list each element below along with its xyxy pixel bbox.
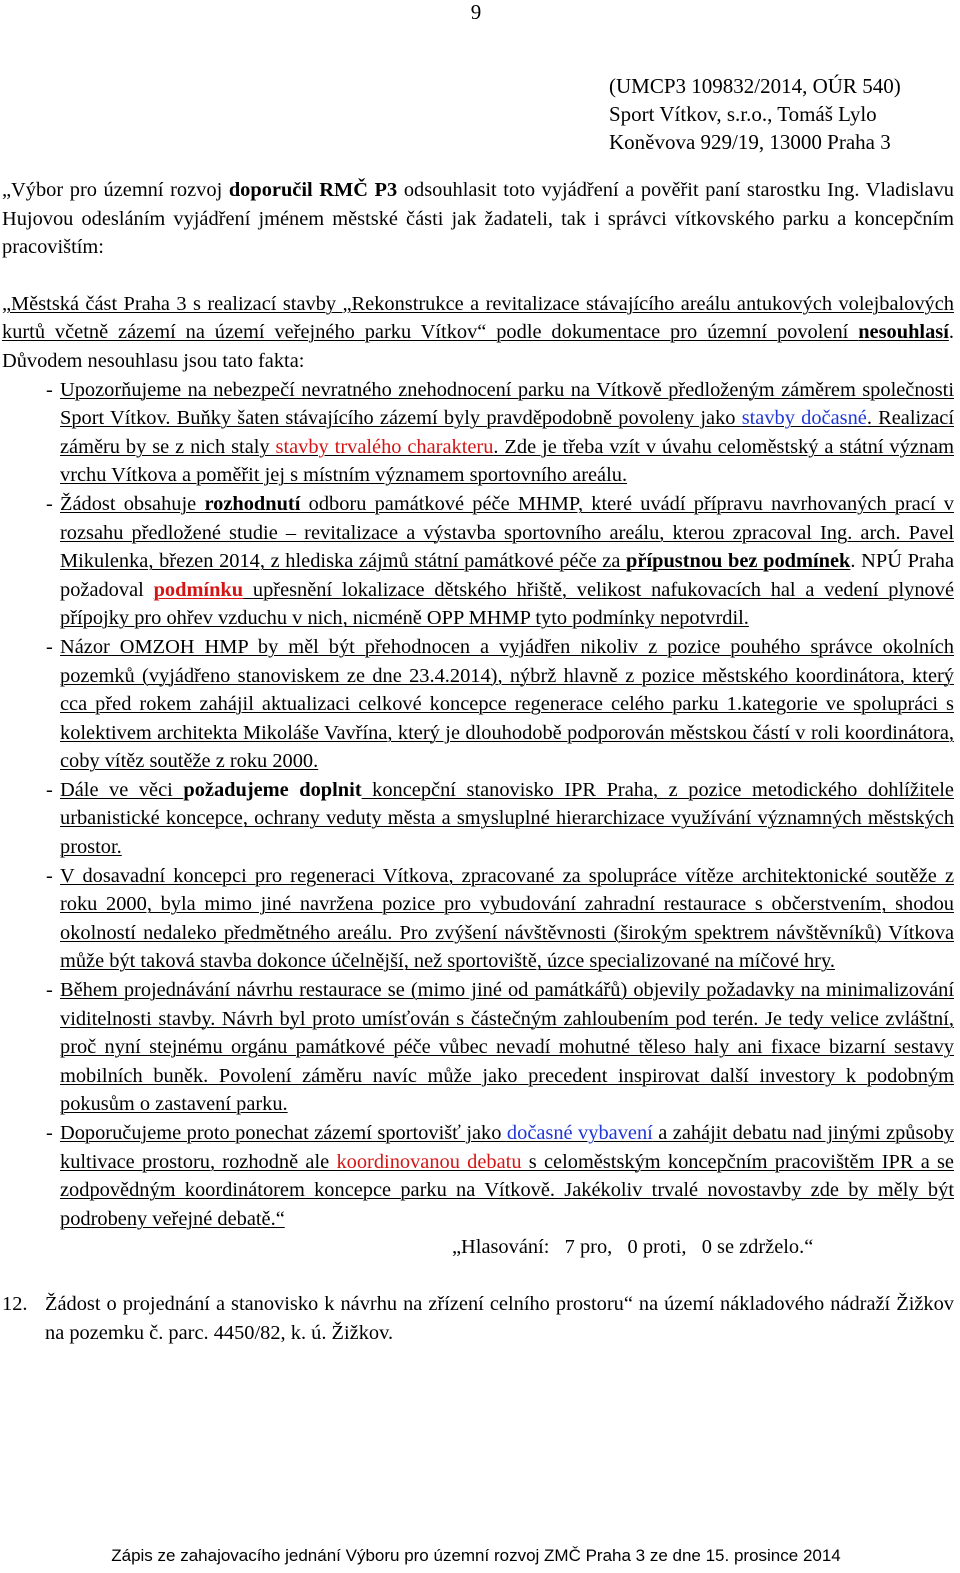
objection-item-7: - Doporučujeme proto ponechat zázemí sportovišť jako dočasné vybavení a zahájit debatu nad jinými způsoby kultivace prostoru, rozhodně ale koordinovanou debatu s celoměstským koncepčním pracovištěm IPR a se zodpovědným koordinátorem koncepce parku na Vítkově. Jakékoliv trvalé novostavby zde by měly být podrobeny veřejné debatě.“ bbox=[2, 1119, 954, 1233]
objection-item-5: - V dosavadní koncepci pro regeneraci Vítkova, zpracované za spolupráce vítěze architektonické soutěže z roku 2000, byla mimo jiné navržena pozice pro vybudování zahradní restaurace s občerstvením, shodou okolností nedaleko předmětného areálu. Pro zvýšení návštěvnosti (širokým spektrem návštěvníků) Vítkova může být taková stavba dokonce účelnější, než sportoviště, úzce specializované na míčové hry. bbox=[2, 862, 954, 976]
dash-bullet: - bbox=[46, 378, 53, 401]
objection-item-6: - Během projednávání návrhu restaurace se (mimo jiné od památkářů) objevily požadavky na minimalizování viditelnosti stavby. Návrh byl proto umísťován s částečným zahloubením pod terén. Je tedy velice zvláštní, proč nyní stejnému orgánu památkové péče vůbec nevadí mohutné těleso haly ani fixace bizarní sestavy mobilních buněk. Povolení záměru navíc může jako precedent inspirovat další investory k podobným pokusům o zastavení parku. bbox=[2, 976, 954, 1119]
reference-block bbox=[609, 72, 954, 156]
dash-bullet: - bbox=[46, 492, 53, 515]
dash-bullet: - bbox=[46, 635, 53, 658]
objection-item-2: - Žádost obsahuje rozhodnutí odboru památkové péče MHMP, které uvádí přípravu navrhovaných prací v rozsahu předložené studie – revitalizace a výstavba sportovního areálu, kterou zpracoval Ing. arch. Pavel Mikulenka, březen 2014, z hlediska zájmů státní památkové péče za přípustnou bez podmínek. NPÚ Praha požadoval podmínku upřesnění lokalizace dětského hřiště, velikost nafukovacích hal a vedení plynové přípojky pro ohřev vzduchu v nich, nicméně OPP MHMP tyto podmínky nepotvrdil. bbox=[2, 490, 954, 633]
document-body bbox=[2, 176, 954, 1347]
dash-bullet: - bbox=[46, 778, 53, 801]
dash-bullet: - bbox=[46, 979, 53, 1002]
page-number: 9 bbox=[470, 0, 482, 24]
dash-bullet: - bbox=[46, 864, 53, 887]
agenda-item-text: Žádost o projednání a stanovisko k návrhu na zřízení celního prostoru“ na území nákladového nádraží Žižkov na pozemku č. parc. 4450/82, k. ú. Žižkov. bbox=[45, 1292, 954, 1344]
agenda-item-number: 12. bbox=[2, 1292, 28, 1315]
vote-result: „Hlasování: 7 pro, 0 proti, 0 se zdrželo.“ bbox=[452, 1236, 814, 1259]
page-footer: Zápis ze zahajovacího jednání Výboru pro územní rozvoj ZMČ Praha 3 ze dne 15. prosince 2014 bbox=[111, 1546, 841, 1565]
reference-applicant: Sport Vítkov, s.r.o., Tomáš Lylo bbox=[609, 102, 877, 126]
intro-paragraph: „Výbor pro územní rozvoj doporučil RMČ P3 odsouhlasit toto vyjádření a pověřit paní starostku Ing. Vladislavu Hujovou odesláním vyjádření jménem městské části jak žadateli, tak i správci vítkovského parku a koncepčním pracovištím: bbox=[2, 179, 954, 259]
objection-item-3: - Názor OMZOH HMP by měl být přehodnocen a vyjádřen nikoliv z pozice pouhého správce okolních pozemků (vyjádřeno stanoviskem ze dne 23.4.2014), nýbrž hlavně z pozice městského koordinátora, který cca před rokem zahájil aktualizaci celkové koncepce regenerace celého parku 1.kategorie ve spolupráci s kolektivem architekta Mikoláše Vavřína, který je dlouhodobě podporován městskou částí v roli koordinátora, coby vítěz soutěže z roku 2000. bbox=[2, 633, 954, 776]
objection-item-1: - Upozorňujeme na nebezpečí nevratného znehodnocení parku na Vítkově předloženým záměrem společnosti Sport Vítkov. Buňky šaten stávajícího zázemí byly pravděpodobně povoleny jako stavby dočasné. Realizací záměru by se z nich staly stavby trvalého charakteru. Zde je třeba vzít v úvahu celoměstský a státní význam vrchu Vítkova a poměřit jej s místním významem sportovního areálu. bbox=[2, 376, 954, 490]
reference-address: Koněvova 929/19, 13000 Praha 3 bbox=[609, 130, 891, 154]
reference-case-number: (UMCP3 109832/2014, OÚR 540) bbox=[609, 74, 901, 98]
objection-item-4: - Dále ve věci požadujeme doplnit koncepční stanovisko IPR Praha, z pozice metodického dohlížitele urbanistické koncepce, ochrany veduty města a smysluplné hierarchizace využívání významných městských prostor. bbox=[2, 776, 954, 862]
statement-paragraph: „Městská část Praha 3 s realizací stavby „Rekonstrukce a revitalizace stávajícího areálu antukových volejbalových kurtů včetně zázemí na území veřejného parku Vítkov“ podle dokumentace pro územní povolení nesouhlasí. Důvodem nesouhlasu jsou tato fakta: bbox=[2, 292, 954, 372]
agenda-item-12 bbox=[2, 1290, 954, 1347]
dash-bullet: - bbox=[46, 1122, 53, 1144]
